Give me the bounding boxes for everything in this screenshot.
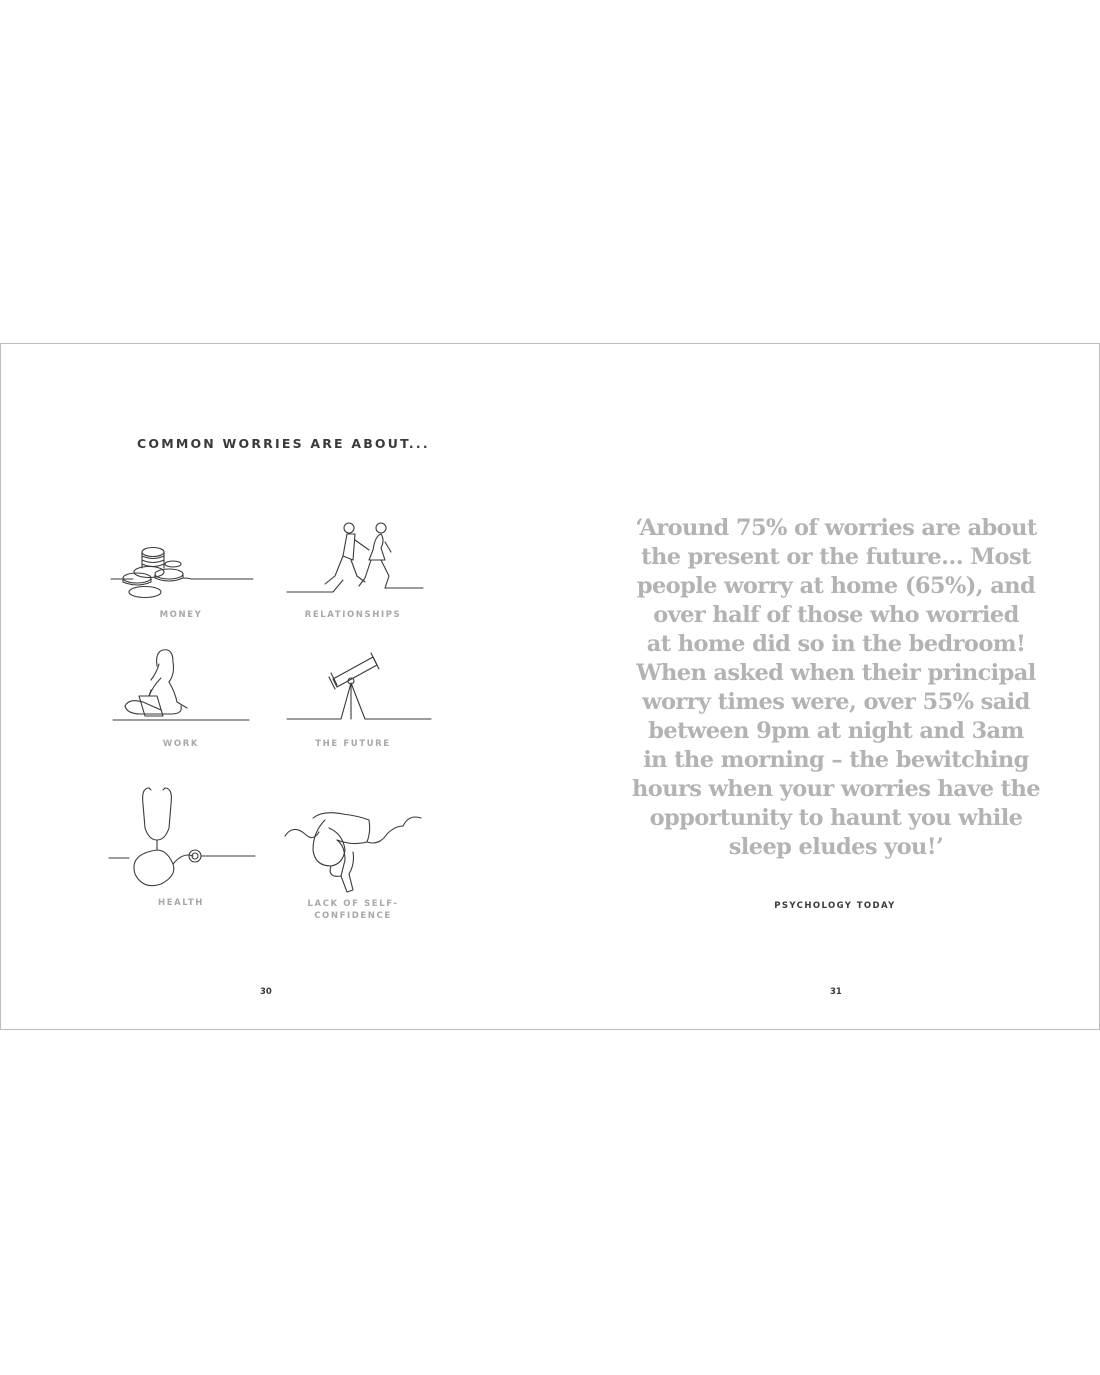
quote-line: between 9pm at night and 3am bbox=[648, 718, 1024, 744]
quote-source: PSYCHOLOGY TODAY bbox=[774, 901, 896, 911]
quote-line: ‘Around 75% of worries are about bbox=[635, 515, 1037, 541]
worry-label-self-confidence bbox=[293, 898, 413, 922]
quote-line: opportunity to haunt you while bbox=[649, 805, 1023, 831]
quote-line: worry times were, over 55% said bbox=[642, 689, 1030, 715]
page-number-left: 30 bbox=[260, 987, 272, 997]
quote-block bbox=[601, 514, 1071, 862]
sleeping-person-icon bbox=[283, 806, 425, 896]
worry-label-the-future: THE FUTURE bbox=[315, 739, 391, 749]
worry-label-self-confidence-line1: LACK OF SELF- bbox=[307, 899, 399, 909]
quote-line: in the morning – the bewitching bbox=[643, 747, 1029, 773]
quote-line: When asked when their principal bbox=[636, 660, 1036, 686]
book-spread bbox=[0, 343, 1100, 1030]
worry-label-money: MONEY bbox=[159, 610, 203, 620]
quote-line: at home did so in the bedroom! bbox=[646, 631, 1026, 657]
quote-line: hours when your worries have the bbox=[632, 776, 1040, 802]
woman-laptop-icon bbox=[111, 648, 251, 724]
couple-icon bbox=[285, 520, 425, 596]
quote-line: sleep eludes you!’ bbox=[728, 834, 944, 860]
worry-label-relationships: RELATIONSHIPS bbox=[304, 610, 402, 620]
worry-label-self-confidence-line2: CONFIDENCE bbox=[314, 911, 392, 921]
worry-label-health: HEALTH bbox=[157, 898, 205, 908]
section-heading: COMMON WORRIES ARE ABOUT... bbox=[137, 436, 430, 451]
stethoscope-icon bbox=[107, 784, 257, 892]
quote-line: the present or the future… Most bbox=[641, 544, 1031, 570]
quote-line: over half of those who worried bbox=[653, 602, 1019, 628]
coins-icon bbox=[109, 542, 255, 606]
page-number-right: 31 bbox=[830, 987, 842, 997]
quote-line: people worry at home (65%), and bbox=[636, 573, 1036, 599]
telescope-icon bbox=[285, 649, 433, 723]
worry-label-work: WORK bbox=[162, 739, 200, 749]
